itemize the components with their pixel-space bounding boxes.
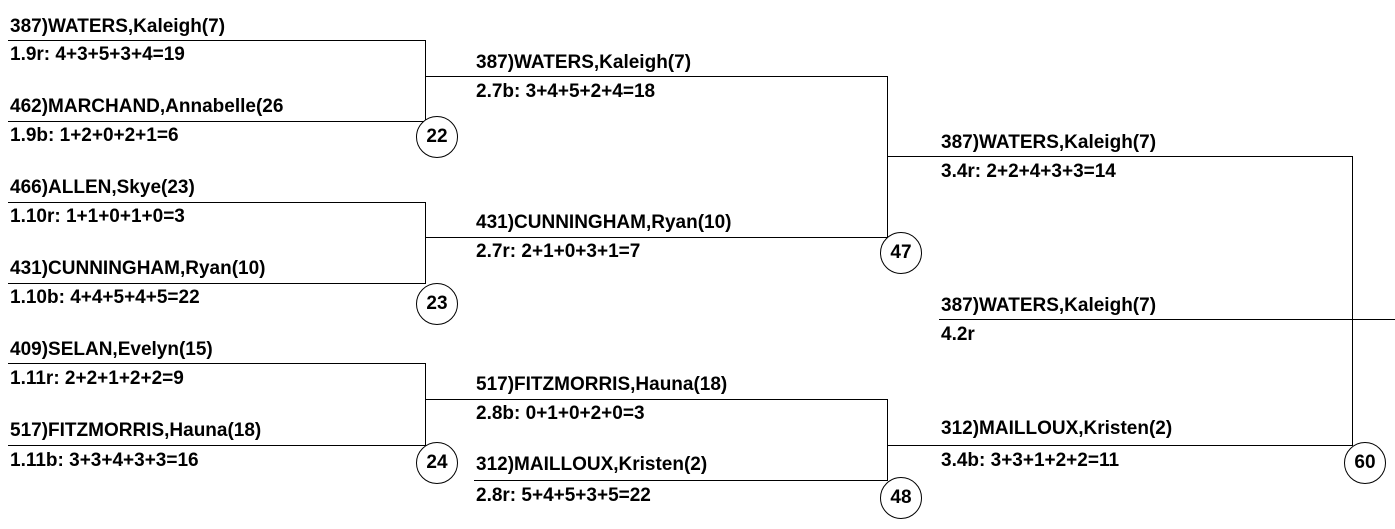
bracket-connector <box>425 40 426 121</box>
bracket-connector <box>887 399 888 480</box>
bracket-line <box>8 40 426 41</box>
bracket-connector <box>425 363 426 445</box>
winner-score: 4.2r <box>941 324 975 345</box>
r1-b22-bottom-name: 462)MARCHAND,Annabelle(26 <box>10 96 284 117</box>
bout-number-48: 48 <box>880 477 922 519</box>
bracket-connector <box>425 202 426 283</box>
r1-b22-top-score: 1.9r: 4+3+5+3+4=19 <box>10 44 185 65</box>
r1-b22-top-name: 387)WATERS,Kaleigh(7) <box>10 16 226 37</box>
r2-b48-top-name: 517)FITZMORRIS,Hauna(18) <box>476 374 728 395</box>
r3-b60-top-name: 387)WATERS,Kaleigh(7) <box>941 132 1157 153</box>
r1-b24-top-score: 1.11r: 2+2+1+2+2=9 <box>10 368 184 389</box>
winner-name: 387)WATERS,Kaleigh(7) <box>941 295 1157 316</box>
bout-number-23: 23 <box>416 283 458 325</box>
bracket-line <box>8 283 426 284</box>
r2-b47-top-name: 387)WATERS,Kaleigh(7) <box>476 52 692 73</box>
bracket-connector <box>1352 156 1353 445</box>
bout-number-47: 47 <box>880 232 922 274</box>
bracket-line <box>887 156 1353 157</box>
bracket-line <box>939 319 1395 320</box>
r2-b47-bottom-score: 2.7r: 2+1+0+3+1=7 <box>476 241 641 262</box>
bracket-line <box>8 202 426 203</box>
bout-number-22: 22 <box>416 116 458 158</box>
r1-b24-top-name: 409)SELAN,Evelyn(15) <box>10 339 213 360</box>
bout-number-60: 60 <box>1344 442 1386 484</box>
r2-b48-top-score: 2.8b: 0+1+0+2+0=3 <box>476 403 645 424</box>
r2-b48-bottom-score: 2.8r: 5+4+5+3+5=22 <box>476 485 651 506</box>
r1-b23-bottom-score: 1.10b: 4+4+5+4+5=22 <box>10 287 200 308</box>
r3-b60-top-score: 3.4r: 2+2+4+3+3=14 <box>941 161 1116 182</box>
r2-b47-top-score: 2.7b: 3+4+5+2+4=18 <box>476 81 656 102</box>
bracket-line <box>8 445 426 446</box>
r2-b48-bottom-name: 312)MAILLOUX,Kristen(2) <box>476 454 708 475</box>
r3-b60-bottom-name: 312)MAILLOUX,Kristen(2) <box>941 418 1173 439</box>
bracket-line <box>474 480 888 481</box>
r3-b60-bottom-score: 3.4b: 3+3+1+2+2=11 <box>941 450 1120 471</box>
r1-b23-top-name: 466)ALLEN,Skye(23) <box>10 177 195 198</box>
bracket-line <box>8 363 426 364</box>
bracket-line <box>425 76 888 77</box>
bracket-line <box>425 399 888 400</box>
bracket-line <box>8 121 426 122</box>
r1-b23-top-score: 1.10r: 1+1+0+1+0=3 <box>10 206 185 227</box>
bout-number-24: 24 <box>416 442 458 484</box>
bracket-line <box>425 237 888 238</box>
r1-b24-bottom-name: 517)FITZMORRIS,Hauna(18) <box>10 420 262 441</box>
r1-b22-bottom-score: 1.9b: 1+2+0+2+1=6 <box>10 125 179 146</box>
r1-b23-bottom-name: 431)CUNNINGHAM,Ryan(10) <box>10 258 266 279</box>
bracket-line <box>887 445 1353 446</box>
r2-b47-bottom-name: 431)CUNNINGHAM,Ryan(10) <box>476 212 732 233</box>
r1-b24-bottom-score: 1.11b: 3+3+4+3+3=16 <box>10 450 199 471</box>
